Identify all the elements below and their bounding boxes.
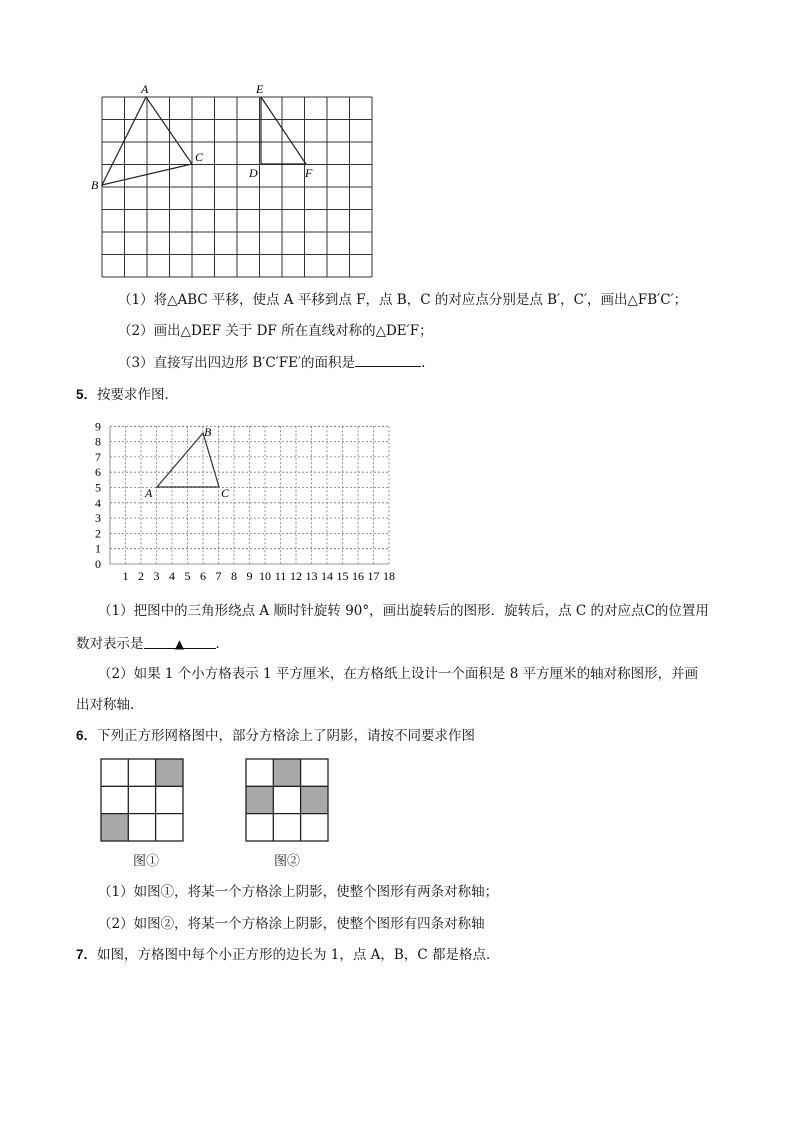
shaded-cell <box>156 759 183 786</box>
q6-title: 下列正方形网格图中，部分方格涂上了阴影，请按不同要求作图 <box>97 728 476 744</box>
q5-number: 5． <box>76 387 98 402</box>
label-b: B <box>91 178 99 192</box>
q4-grid-lines <box>102 97 372 277</box>
y-tick-label: 8 <box>95 434 101 449</box>
y-tick-label: 5 <box>95 480 101 495</box>
q5-label-c: C <box>221 486 230 500</box>
q4-item-3 <box>118 352 425 373</box>
q5-label-b: B <box>204 425 212 439</box>
y-tick-label: 3 <box>95 511 101 526</box>
q6-fig-2-caption: 图② <box>274 854 301 869</box>
x-tick-label: 5 <box>184 569 191 583</box>
label-a: A <box>141 82 149 96</box>
x-tick-label: 12 <box>290 569 302 583</box>
q6-figure-2 <box>245 758 331 844</box>
x-tick-label: 14 <box>321 569 333 583</box>
q5-label-a: A <box>145 486 153 500</box>
q5-title: 按要求作图． <box>97 387 179 403</box>
triangle-def <box>261 97 306 164</box>
q5-item-2-line-2: 出对称轴． <box>76 697 144 713</box>
q7-heading <box>76 945 499 965</box>
x-tick-label: 6 <box>200 569 206 583</box>
y-tick-label: 6 <box>95 465 101 480</box>
q4-grid-figure <box>88 80 388 280</box>
q4-answer-blank[interactable] <box>355 352 421 367</box>
q5-item-2-line-1: （2）如果 1 个小方格表示 1 平方厘米，在方格纸上设计一个面积是 8 平方厘米的轴对称图形，并画 <box>98 666 699 682</box>
x-tick-label: 2 <box>138 569 144 583</box>
x-tick-label: 18 <box>383 569 395 583</box>
x-tick-label: 15 <box>336 569 349 583</box>
triangle-abc-q5 <box>157 433 219 487</box>
y-tick-label: 9 <box>95 419 101 434</box>
y-tick-label: 7 <box>95 449 101 464</box>
x-tick-label: 10 <box>259 569 271 583</box>
q4-item-1: （1）将△ABC 平移，使点 A 平移到点 F，点 B，C 的对应点分别是点 B′，C′，画出△FB′C′； <box>118 292 688 308</box>
q6-figure-1 <box>100 758 186 844</box>
q5-item-1-line-2 <box>76 634 229 654</box>
q4-item-3-end: . <box>421 355 426 371</box>
q7-number: 7． <box>76 947 98 962</box>
shaded-cell <box>101 814 128 841</box>
q7-text: 如图，方格图中每个小正方形的边长为 1，点 A，B，C 都是格点． <box>97 947 500 963</box>
shaded-cell <box>301 787 328 814</box>
label-d: D <box>249 166 258 180</box>
label-e: E <box>256 82 264 96</box>
q5-x-axis-ticks <box>123 569 396 583</box>
x-tick-label: 8 <box>231 569 237 583</box>
x-tick-label: 3 <box>153 569 160 583</box>
q6-item-1: （1）如图①，将某一个方格涂上阴影，使整个图形有两条对称轴； <box>98 884 499 900</box>
x-tick-label: 13 <box>305 569 318 583</box>
y-tick-label: 2 <box>95 526 101 541</box>
q5-blank-triangle-mark: ▲ <box>174 637 185 651</box>
q5-y-axis-ticks <box>95 419 101 571</box>
q5-heading <box>76 385 178 405</box>
y-tick-label: 0 <box>95 557 101 571</box>
x-tick-label: 7 <box>215 569 222 583</box>
q4-item-3-text: （3）直接写出四边形 B′C′FE′的面积是 <box>118 355 356 371</box>
q5-item-1-line-2-text: 数对表示是 <box>76 636 144 652</box>
q5-answer-blank[interactable] <box>144 634 216 649</box>
x-tick-label: 9 <box>246 569 253 583</box>
q6-number: 6． <box>76 728 98 743</box>
label-f: F <box>305 166 313 180</box>
y-tick-label: 4 <box>95 495 101 510</box>
y-tick-label: 1 <box>95 541 101 556</box>
x-tick-label: 1 <box>122 569 129 583</box>
q5-coordinate-grid <box>90 415 400 585</box>
x-tick-label: 17 <box>367 569 380 583</box>
x-tick-label: 11 <box>274 569 287 583</box>
q6-item-2: （2）如图②，将某一个方格涂上阴影，使整个图形有四条对称轴 <box>98 916 485 932</box>
q4-item-2: （2）画出△DEF 关于 DF 所在直线对称的△DE′F； <box>118 323 433 339</box>
q6-heading <box>76 726 475 746</box>
x-tick-label: 16 <box>352 569 364 583</box>
q6-fig-1-caption: 图① <box>133 854 160 869</box>
label-c: C <box>195 150 204 164</box>
x-tick-label: 4 <box>169 569 175 583</box>
shaded-cell <box>246 787 273 814</box>
q5-item-1-line-1: （1）把图中的三角形绕点 A 顺时针旋转 90°，画出旋转后的图形．旋转后，点 C 的对应点C的位置用 <box>98 603 709 619</box>
shaded-cell <box>274 759 301 786</box>
q5-item-1-end: ． <box>215 636 229 652</box>
